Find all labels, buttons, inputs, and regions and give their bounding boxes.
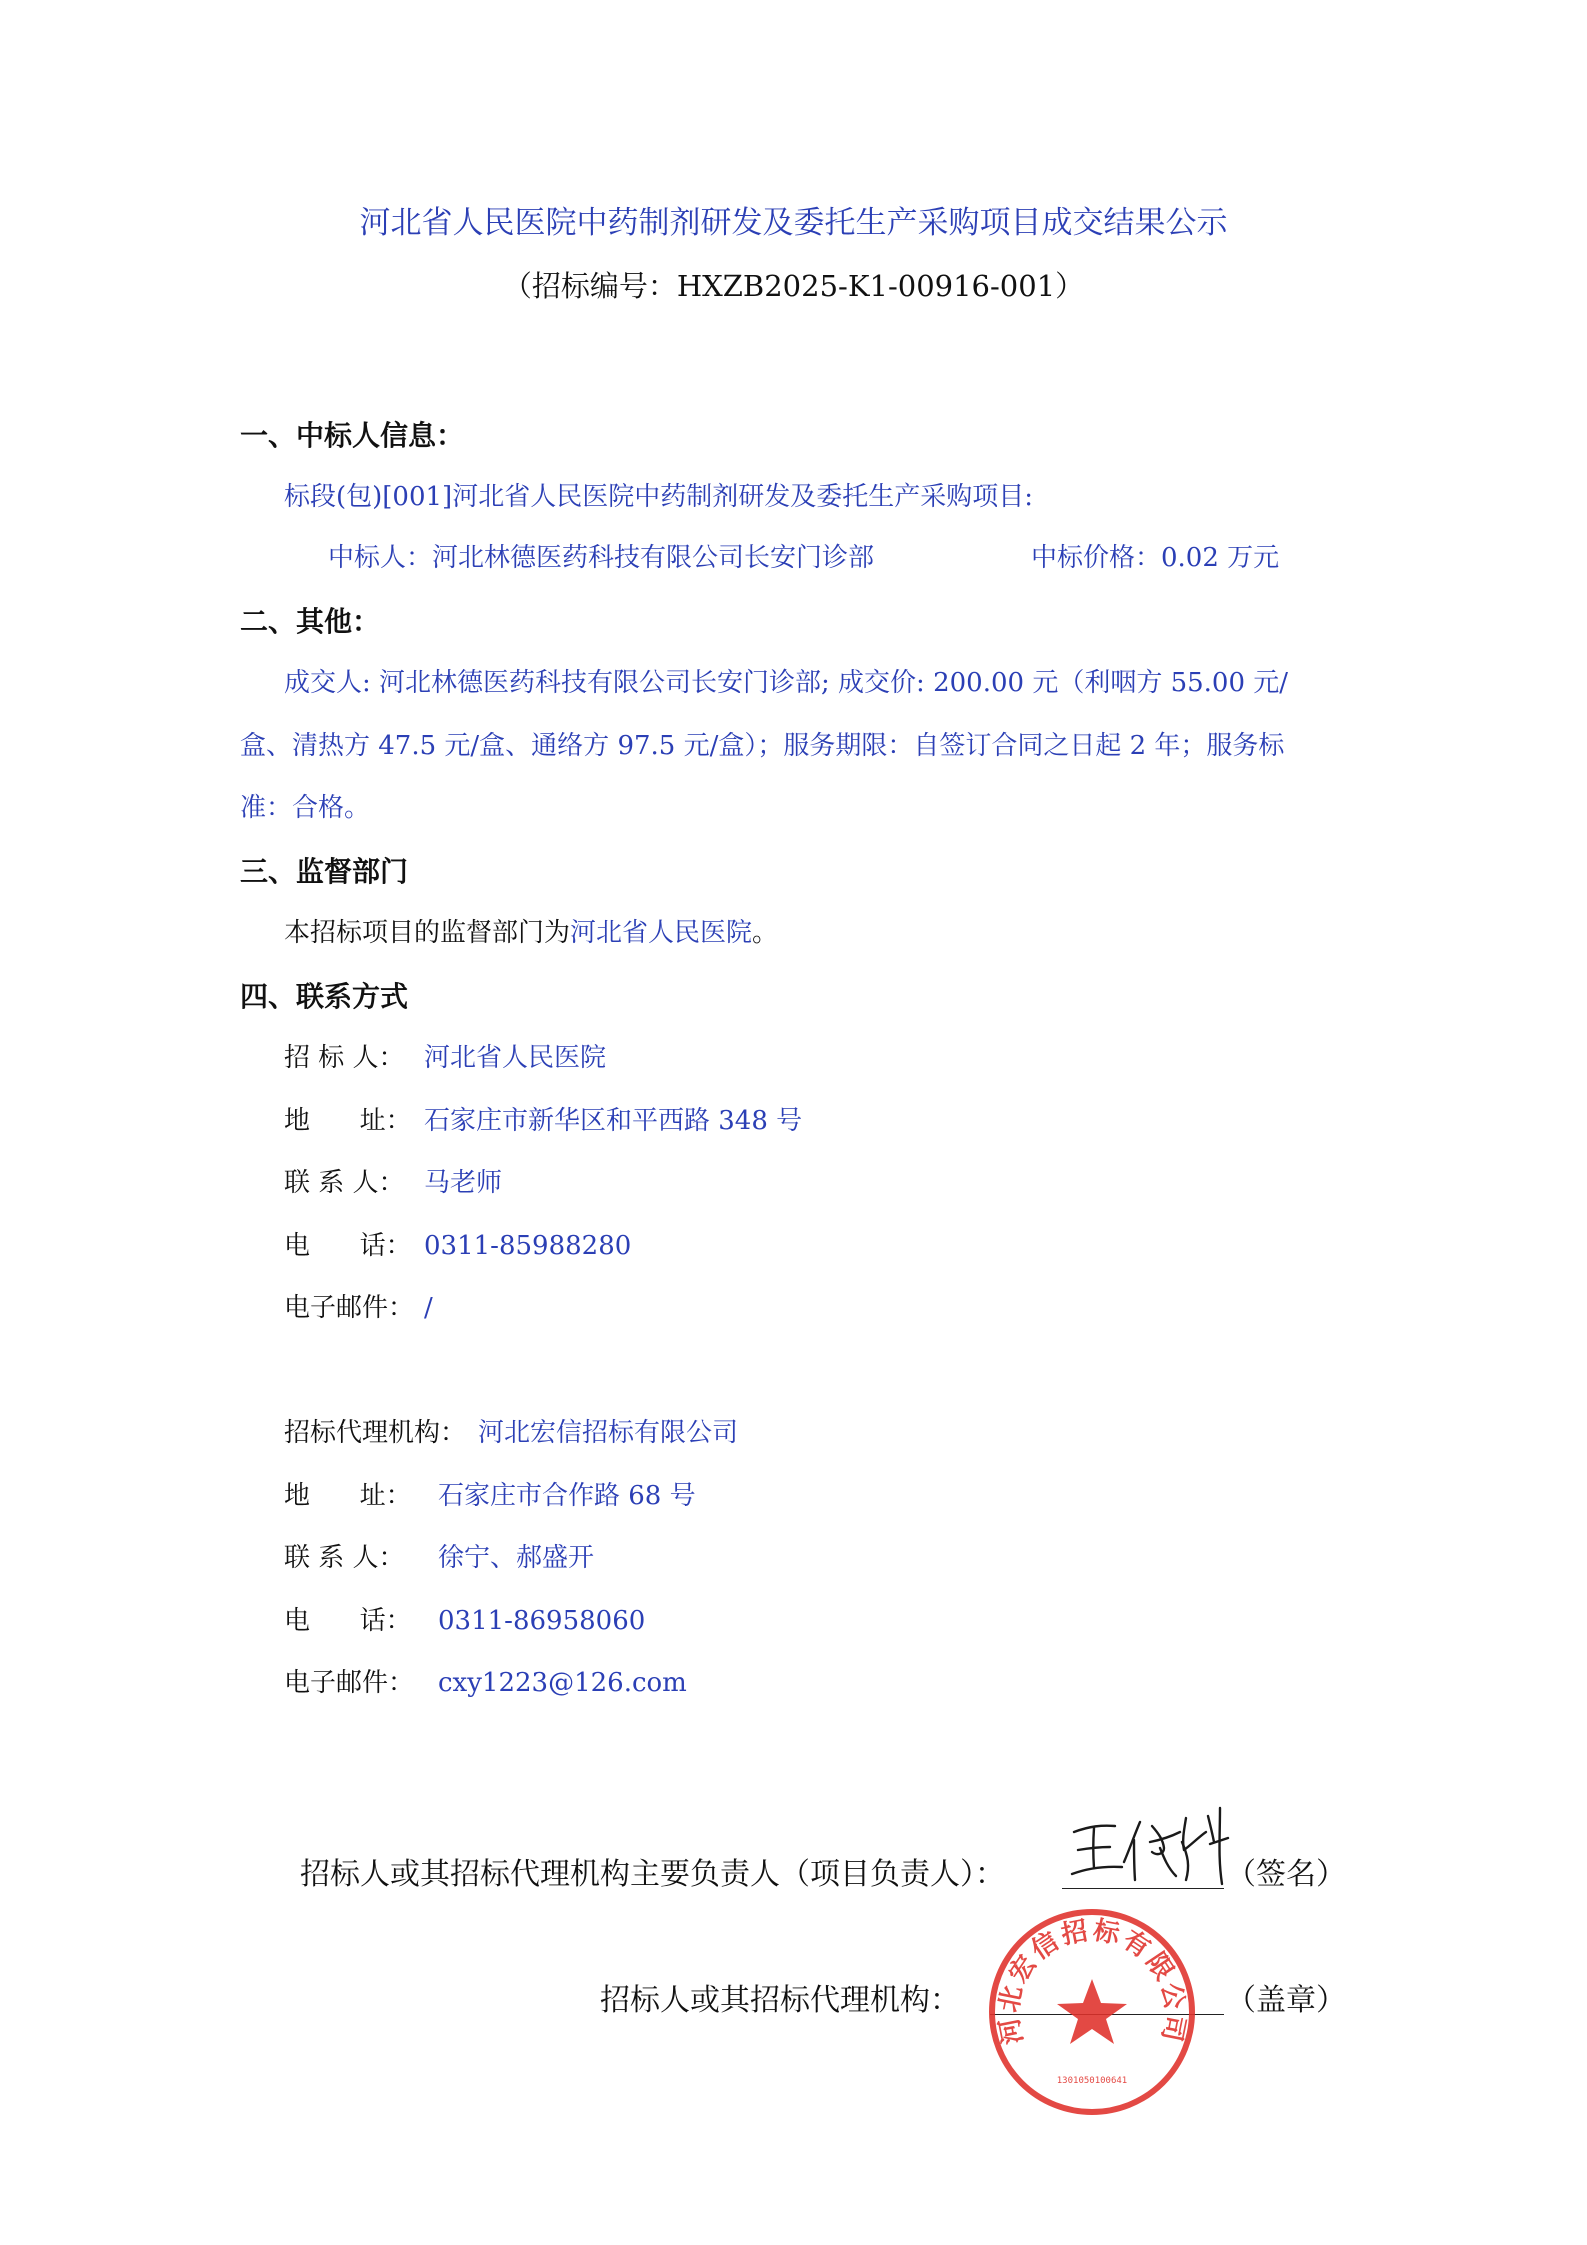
agency-contact: 徐宁、郝盛开 (438, 1543, 595, 1573)
agency-name: 河北宏信招标有限公司 (478, 1418, 739, 1448)
supervision-prefix: 本招标项目的监督部门为 (284, 918, 571, 948)
agency-contact-label: 联 系 人： (284, 1543, 405, 1573)
lot-description: 标段(包)[001]河北省人民医院中药制剂研发及委托生产采购项目: (284, 482, 1033, 512)
winner-name: 中标人：河北林德医药科技有限公司长安门诊部 (328, 543, 875, 573)
winner-price: 中标价格：0.02 万元 (1031, 543, 1280, 573)
agency-name-label: 招标代理机构： (284, 1418, 467, 1448)
seal-number: 1301050100641 (1056, 2076, 1128, 2086)
agency-email: cxy1223@126.com (438, 1668, 687, 1698)
company-seal (985, 1905, 1199, 2119)
tender-number: （招标编号：HXZB2025-K1-00916-001） (502, 269, 1085, 303)
agency-address-label: 地 址： (284, 1481, 412, 1511)
section-heading-winner: 一、中标人信息： (240, 419, 465, 452)
supervision-suffix: 。 (752, 918, 779, 948)
other-line-1: 成交人: 河北林德医药科技有限公司长安门诊部; 成交价: 200.00 元（利咽方 55.00 元/ (284, 668, 1289, 698)
tenderer-address: 石家庄市新华区和平西路 348 号 (424, 1106, 803, 1136)
page-title: 河北省人民医院中药制剂研发及委托生产采购项目成交结果公示 (359, 205, 1228, 241)
tenderer-phone-label: 电 话： (284, 1231, 412, 1261)
tenderer-name-label: 招 标 人： (284, 1043, 405, 1073)
section-heading-supervision: 三、监督部门 (240, 855, 409, 888)
tenderer-address-label (284, 1108, 412, 1134)
tenderer-contact-label: 联 系 人： (284, 1168, 405, 1198)
agency-phone-label: 电 话： (284, 1606, 412, 1636)
signature-label: 招标人或其招标代理机构主要负责人（项目负责人）： (300, 1857, 1005, 1892)
agency-phone: 0311-86958060 (438, 1606, 646, 1636)
seal-text-path: 河北宏信招标有限公司 (994, 1915, 1190, 2047)
signature-suffix: （签名） (1226, 1857, 1346, 1892)
section-heading-other: 二、其他： (240, 605, 381, 638)
tenderer-contact: 马老师 (424, 1168, 503, 1198)
agency-address: 石家庄市合作路 68 号 (438, 1481, 696, 1511)
seal-suffix: （盖章） (1226, 1983, 1346, 2018)
handwritten-signature (1060, 1796, 1235, 1891)
tenderer-email-label: 电子邮件： (284, 1293, 415, 1323)
other-line-2: 盒、清热方 47.5 元/盒、通络方 97.5 元/盒）；服务期限：自签订合同之日起 2 年；服务标 (240, 731, 1285, 761)
seal-label: 招标人或其招标代理机构： (600, 1983, 960, 2018)
tenderer-name: 河北省人民医院 (424, 1043, 607, 1073)
agency-email-label: 电子邮件： (284, 1668, 415, 1698)
section-heading-contact: 四、联系方式 (240, 980, 409, 1013)
tenderer-phone: 0311-85988280 (424, 1231, 632, 1261)
supervision-org: 河北省人民医院 (570, 918, 753, 948)
tenderer-address-label-text: 地 址： (284, 1106, 412, 1136)
other-line-3: 准：合格。 (240, 793, 371, 823)
supervision-text (284, 920, 778, 946)
tenderer-email: / (424, 1293, 433, 1323)
